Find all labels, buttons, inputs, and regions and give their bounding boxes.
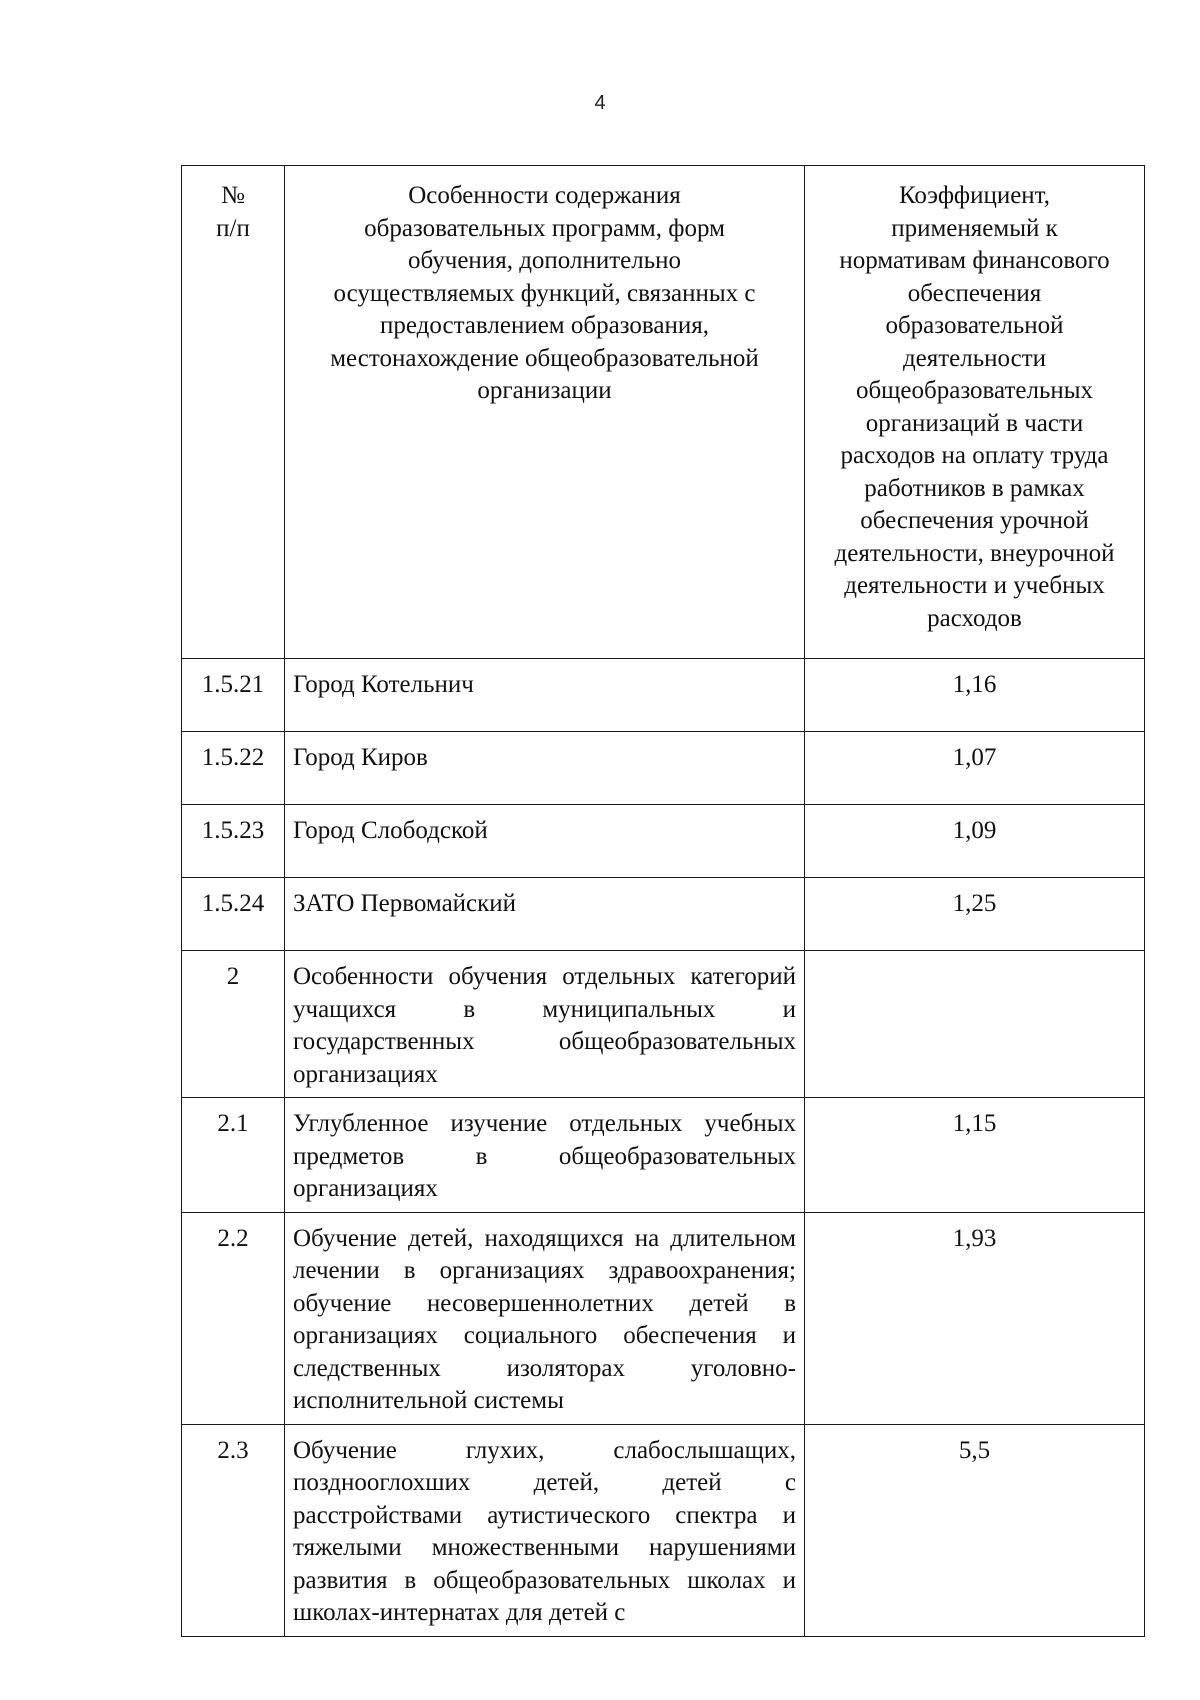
row-description: Город Котельнич (285, 659, 805, 732)
row-description: Обучение детей, находящихся на длительном лечении в организациях здравоохранения; обучение несовершеннолетних детей в организациях социального обеспечения и следственных изоляторах уголовно-исполнительной системы (285, 1212, 805, 1424)
row-number: 2.2 (182, 1212, 285, 1424)
row-coefficient: 1,93 (805, 1212, 1145, 1424)
row-number: 1.5.23 (182, 805, 285, 878)
table-row (182, 732, 1145, 805)
row-number: 1.5.22 (182, 732, 285, 805)
table-row (182, 805, 1145, 878)
row-description: Углубленное изучение отдельных учебных предметов в общеобразовательных организациях (285, 1098, 805, 1213)
table-row (182, 1424, 1145, 1636)
header-coefficient: Коэффициент, применяемый к нормативам финансового обеспечения образовательной деятельности общеобразовательных организаций в части расходов на оплату труда работников в рамках обеспечения урочной деятельности, внеурочной деятельности и учебных расходов (805, 166, 1145, 659)
row-coefficient: 1,25 (805, 878, 1145, 951)
row-coefficient: 1,09 (805, 805, 1145, 878)
row-number: 1.5.24 (182, 878, 285, 951)
table-row (182, 1212, 1145, 1424)
row-coefficient: 1,16 (805, 659, 1145, 732)
table-row (182, 659, 1145, 732)
row-coefficient (805, 951, 1145, 1098)
table-row (182, 951, 1145, 1098)
row-description: Город Киров (285, 732, 805, 805)
row-coefficient: 5,5 (805, 1424, 1145, 1636)
row-number: 2 (182, 951, 285, 1098)
header-description: Особенности содержания образовательных программ, форм обучения, дополнительно осуществляемых функций, связанных с предоставлением образования, местонахождение общеобразовательной организации (285, 166, 805, 659)
table-row (182, 878, 1145, 951)
row-coefficient: 1,15 (805, 1098, 1145, 1213)
row-description: Обучение глухих, слабослышащих, позднооглохших детей, детей с расстройствами аутистического спектра и тяжелыми множественными нарушениями развития в общеобразовательных школах и школах-интернатах для детей с (285, 1424, 805, 1636)
row-number: 2.1 (182, 1098, 285, 1213)
coefficient-table (181, 165, 1145, 1637)
row-description: Особенности обучения отдельных категорий учащихся в муниципальных и государственных общеобразовательных организациях (285, 951, 805, 1098)
row-description: ЗАТО Первомайский (285, 878, 805, 951)
row-number: 1.5.21 (182, 659, 285, 732)
header-num: № п/п (182, 166, 285, 659)
row-number: 2.3 (182, 1424, 285, 1636)
row-coefficient: 1,07 (805, 732, 1145, 805)
row-description: Город Слободской (285, 805, 805, 878)
table-row (182, 1098, 1145, 1213)
page-number: 4 (594, 92, 606, 114)
table-header-row (182, 166, 1145, 659)
